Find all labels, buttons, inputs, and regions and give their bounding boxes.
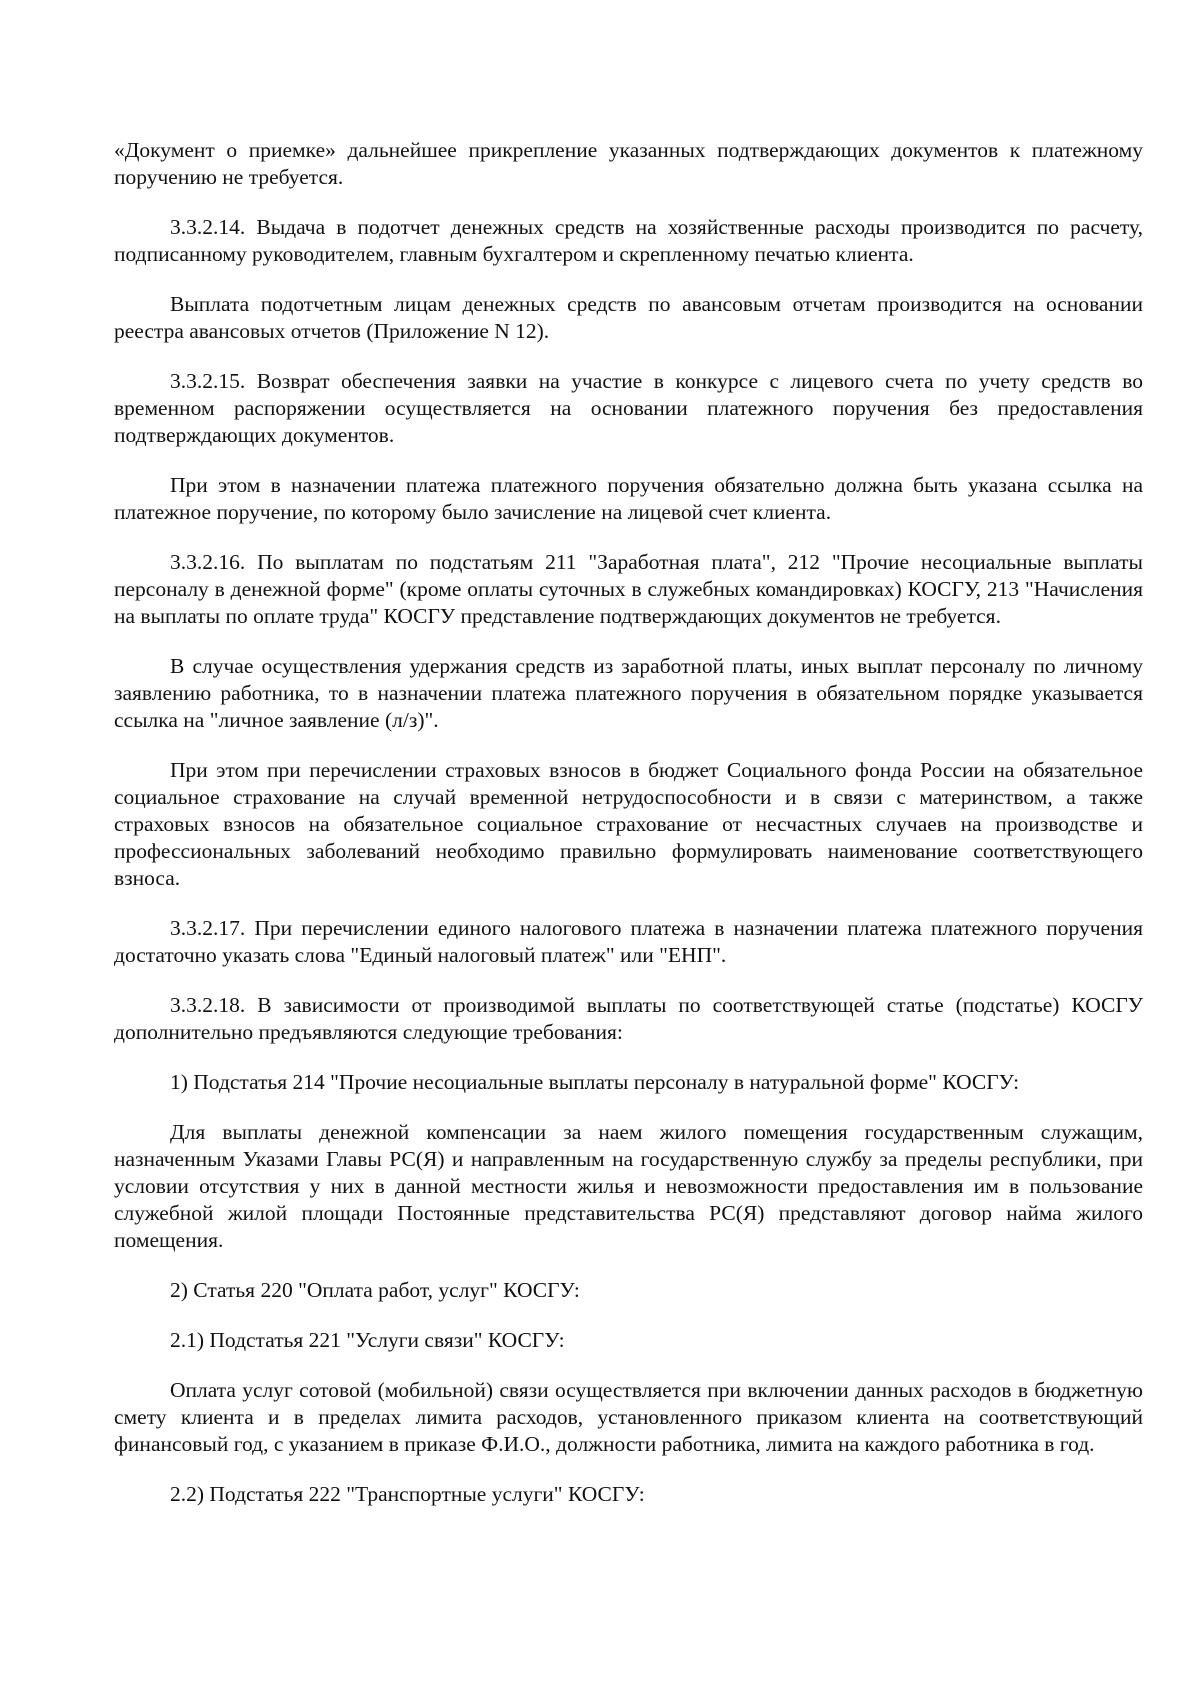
paragraph-housing-compensation: Для выплаты денежной компенсации за наем жилого помещения государственным служащим, назначенным Указами Главы РС(Я) и направленным на государственную службу за пределы республики, при условии отсутствия у них в данной местности жилья и невозможности предоставления им в пользование служебной жилой площади Постоянные представительства РС(Я) представляют договор найма жилого помещения.	[114, 1120, 1143, 1252]
paragraph-payment-reference: При этом в назначении платежа платежного поручения обязательно должна быть указана ссылка на платежное поручение, по которому было зачисление на лицевой счет клиента.	[114, 473, 1143, 524]
paragraph-substatement-222: 2.2) Подстатья 222 "Транспортные услуги" КОСГУ:	[170, 1482, 645, 1506]
paragraph-insurance-contributions: При этом при перечислении страховых взносов в бюджет Социального фонда России на обязательное социальное страхование на случай временной нетрудоспособности и в связи с материнством, а также страховых взносов на обязательное социальное страхование от несчастных случаев на производстве и профессиональных заболеваний необходимо правильно формулировать наименование соответствующего взноса.	[114, 758, 1143, 890]
paragraph-substatement-214: 1) Подстатья 214 "Прочие несоциальные выплаты персоналу в натуральной форме" КОСГУ:	[170, 1070, 1020, 1094]
paragraph-salary-deduction: В случае осуществления удержания средств из заработной платы, иных выплат персоналу по личному заявлению работника, то в назначении платежа платежного поручения в обязательном порядке указывается ссылка на "личное заявление (л/з)".	[114, 654, 1143, 732]
paragraph-3-3-2-18: 3.3.2.18. В зависимости от производимой выплаты по соответствующей статье (подстатье) КОСГУ дополнительно предъявляются следующие требования:	[114, 993, 1143, 1044]
paragraph-3-3-2-17: 3.3.2.17. При перечислении единого налогового платежа в назначении платежа платежного поручения достаточно указать слова "Единый налоговый платеж" или "ЕНП".	[114, 916, 1143, 967]
paragraph-3-3-2-16: 3.3.2.16. По выплатам по подстатьям 211 "Заработная плата", 212 "Прочие несоциальные выплаты персоналу в денежной форме" (кроме оплаты суточных в служебных командировках) КОСГУ, 213 "Начисления на выплаты по оплате труда" КОСГУ представление подтверждающих документов не требуется.	[114, 550, 1143, 628]
paragraph-3-3-2-14: 3.3.2.14. Выдача в подотчет денежных средств на хозяйственные расходы производится по расчету, подписанному руководителем, главным бухгалтером и скрепленному печатью клиента.	[114, 215, 1143, 266]
paragraph-advance-reports: Выплата подотчетным лицам денежных средств по авансовым отчетам производится на основании реестра авансовых отчетов (Приложение N 12).	[114, 292, 1143, 343]
paragraph-mobile-communication: Оплата услуг сотовой (мобильной) связи осуществляется при включении данных расходов в бюджетную смету клиента и в пределах лимита расходов, установленного приказом клиента на соответствующий финансовый год, с указанием в приказе Ф.И.О., должности работника, лимита на каждого работника в год.	[114, 1378, 1143, 1456]
paragraph-acceptance-document: «Документ о приемке» дальнейшее прикрепление указанных подтверждающих документов к платежному поручению не требуется.	[114, 138, 1143, 189]
paragraph-statement-220: 2) Статья 220 "Оплата работ, услуг" КОСГУ:	[170, 1278, 580, 1302]
paragraph-3-3-2-15: 3.3.2.15. Возврат обеспечения заявки на участие в конкурсе с лицевого счета по учету средств во временном распоряжении осуществляется на основании платежного поручения без предоставления подтверждающих документов.	[114, 369, 1143, 447]
paragraph-substatement-221: 2.1) Подстатья 221 "Услуги связи" КОСГУ:	[170, 1328, 565, 1352]
